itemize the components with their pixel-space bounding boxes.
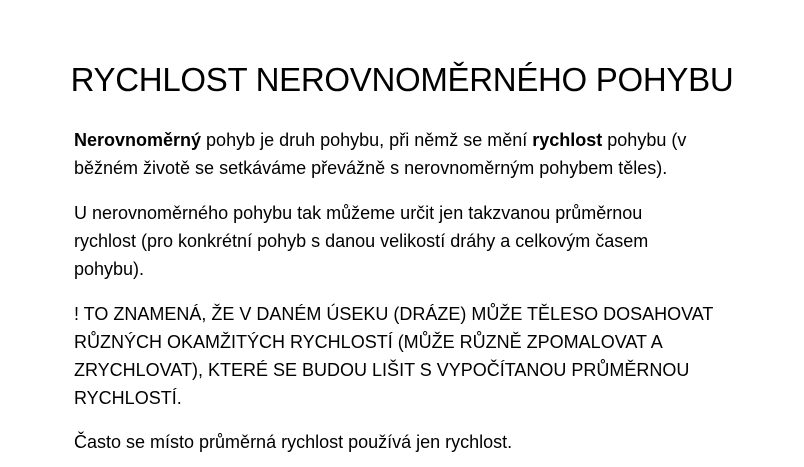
paragraph-warning bbox=[74, 300, 754, 412]
paragraph-line: RYCHLOSTÍ. bbox=[74, 388, 182, 408]
page-title: RYCHLOST NEROVNOMĚRNÉHO POHYBU bbox=[70, 61, 734, 98]
text-run: pohybu (v bbox=[602, 130, 687, 150]
paragraph-line: Často se místo průměrná rychlost používá jen rychlost. bbox=[74, 432, 513, 452]
bold-term: Nerovnoměrný bbox=[74, 130, 202, 150]
paragraph-note bbox=[74, 428, 754, 456]
text-run: pohyb je druh pohybu, při němž se mění bbox=[201, 130, 533, 150]
paragraph-line: RŮZNÝCH OKAMŽITÝCH RYCHLOSTÍ (MŮŽE RŮZNĚ ZPOMALOVAT A bbox=[74, 332, 663, 352]
paragraph-line: běžném životě se setkáváme převážně s nerovnoměrným pohybem těles). bbox=[74, 158, 668, 178]
bold-term: rychlost bbox=[532, 130, 603, 150]
paragraph-line: ! TO ZNAMENÁ, ŽE V DANÉM ÚSEKU (DRÁZE) MŮŽE TĚLESO DOSAHOVAT bbox=[74, 304, 714, 324]
paragraph-line: U nerovnoměrného pohybu tak můžeme určit jen takzvanou průměrnou bbox=[74, 203, 643, 223]
paragraph-definition bbox=[74, 126, 754, 182]
paragraph-line: pohybu). bbox=[74, 259, 145, 279]
paragraph-line: ZRYCHLOVAT), KTERÉ SE BUDOU LIŠIT S VYPOČÍTANOU PRŮMĚRNOU bbox=[74, 360, 690, 380]
paragraph-average-speed bbox=[74, 199, 754, 283]
paragraph-line: rychlost (pro konkrétní pohyb s danou velikostí dráhy a celkovým časem bbox=[74, 231, 649, 251]
paragraph-line bbox=[74, 126, 754, 154]
